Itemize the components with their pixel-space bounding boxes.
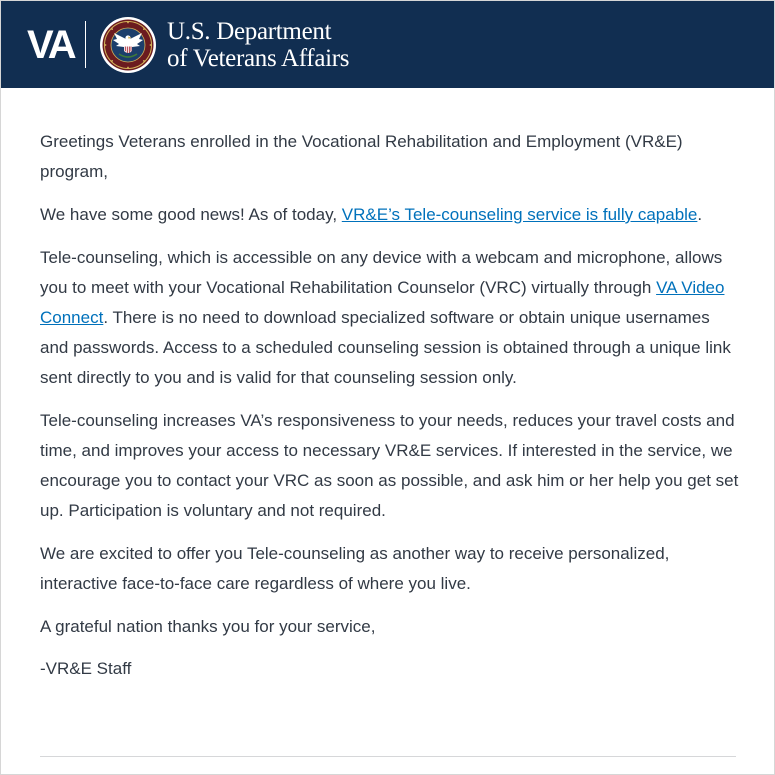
va-logo-text: VA (27, 23, 74, 67)
tele-counseling-description-text: Tele-counseling, which is accessible on any device with a webcam and microphone, allows you to meet with your Vocational Rehabilitation Counselor (VRC) virtually through (40, 248, 723, 297)
department-name-line1: U.S. Department (167, 18, 332, 45)
va-video-connect-link[interactable]: VA Video Connect (40, 278, 725, 327)
email-body (40, 127, 742, 697)
good-news-period: . (697, 205, 703, 224)
excited-paragraph: We are excited to offer you Tele-counseling as another way to receive personalized, interactive face-to-face care regardless of where you live. (40, 544, 670, 593)
tele-counseling-description-paragraph (40, 243, 742, 393)
department-name-line2: of Veterans Affairs (167, 45, 350, 72)
va-header-banner (1, 1, 774, 88)
department-name (167, 18, 349, 72)
tele-counseling-service-link[interactable]: VR&E’s Tele-counseling service is fully capable (341, 205, 698, 224)
tele-counseling-description-rest: . There is no need to download specialized software or obtain unique usernames and passwords. Access to a scheduled counseling session is obtained through a unique link sent directly to you and is valid for that counseling session only. (40, 308, 731, 387)
footer-divider (40, 756, 736, 757)
header-divider (85, 21, 86, 68)
benefits-paragraph: Tele-counseling increases VA’s responsiveness to your needs, reduces your travel costs and time, and improves your access to necessary VR&E services. If interested in the service, we encourage you to contact your VRC as soon as possible, and ask him or her help you get set up. Participation is voluntary and not required. (40, 411, 739, 520)
greeting-paragraph: Greetings Veterans enrolled in the Vocational Rehabilitation and Employment (VR&E) program, (40, 132, 683, 181)
thanks-paragraph: A grateful nation thanks you for your service, (40, 617, 376, 636)
signature: -VR&E Staff (40, 659, 132, 678)
va-seal-icon (99, 16, 157, 74)
good-news-text: We have some good news! As of today, (40, 205, 342, 224)
good-news-paragraph (40, 200, 742, 230)
